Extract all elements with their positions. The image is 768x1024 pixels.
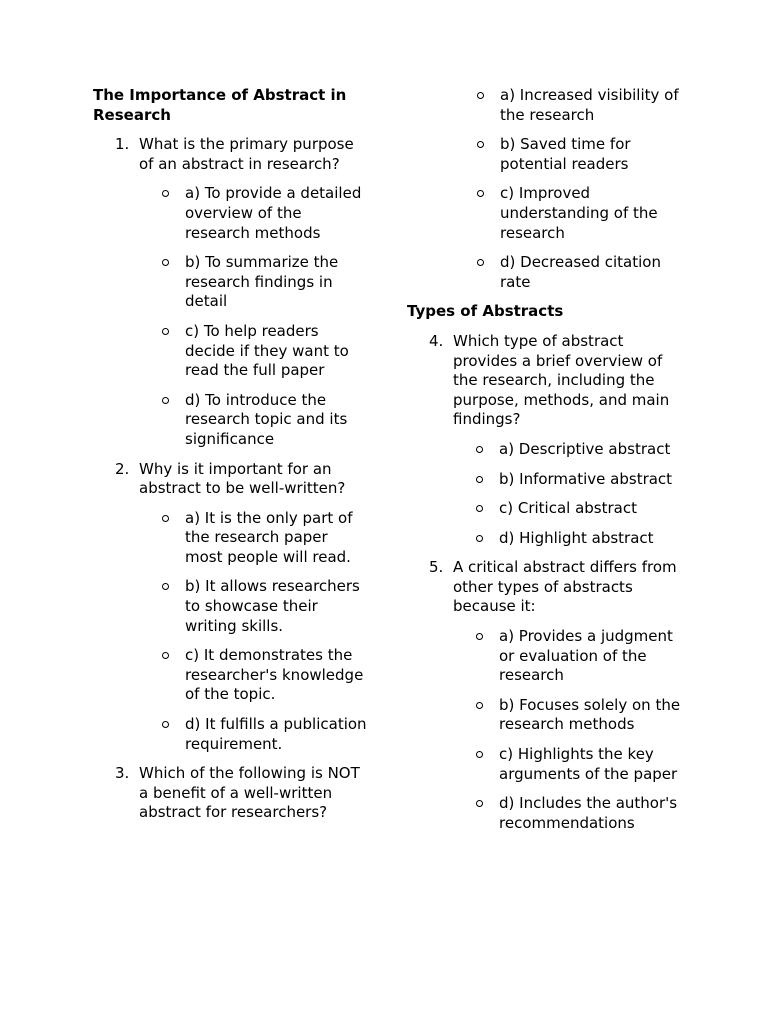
option-item <box>453 745 682 784</box>
question-text: Which type of abstract provides a brief overview of the research, including the purpose, methods, and main findings? <box>453 331 670 429</box>
option-text: a) Descriptive abstract <box>499 439 671 458</box>
circle-bullet-icon <box>477 190 484 197</box>
option-item <box>453 529 682 549</box>
circle-bullet-icon <box>162 721 169 728</box>
circle-bullet-icon <box>476 535 483 542</box>
option-item <box>453 499 682 519</box>
option-list <box>139 184 368 449</box>
left-column <box>93 86 368 823</box>
option-text: d) Highlight abstract <box>499 528 654 547</box>
question-number: 2. <box>115 459 130 478</box>
question-number: 5. <box>429 558 444 577</box>
option-text: c) It demonstrates the researcher's knowledge of the topic. <box>185 646 364 704</box>
question-3 <box>93 764 368 823</box>
option-list-question-3 <box>407 86 682 292</box>
circle-bullet-icon <box>476 633 483 640</box>
circle-bullet-icon <box>476 446 483 453</box>
option-text: b) To summarize the research findings in detail <box>185 253 339 311</box>
option-text: d) To introduce the research topic and its significance <box>185 390 348 448</box>
option-text: c) To help readers decide if they want to read the full paper <box>185 321 349 380</box>
circle-bullet-icon <box>476 476 483 483</box>
option-item <box>139 322 368 381</box>
option-text: c) Highlights the key arguments of the paper <box>499 745 678 783</box>
option-item <box>407 86 682 125</box>
option-item <box>139 715 368 754</box>
option-text: d) Includes the author's recommendations <box>499 794 678 832</box>
option-list <box>139 509 368 755</box>
circle-bullet-icon <box>477 141 484 148</box>
question-4 <box>407 332 682 548</box>
circle-bullet-icon <box>162 190 169 197</box>
option-item <box>139 184 368 243</box>
question-5 <box>407 558 682 833</box>
circle-bullet-icon <box>477 92 484 99</box>
section-title-importance: The Importance of Abstract in Research <box>93 86 347 124</box>
circle-bullet-icon <box>162 397 169 404</box>
circle-bullet-icon <box>162 328 169 335</box>
option-item <box>453 627 682 686</box>
question-number: 4. <box>429 331 444 350</box>
option-text: b) Informative abstract <box>499 469 673 488</box>
option-text: b) Focuses solely on the research methods <box>499 695 681 734</box>
circle-bullet-icon <box>162 515 169 522</box>
circle-bullet-icon <box>162 583 169 590</box>
option-item <box>453 440 682 460</box>
question-text: What is the primary purpose of an abstract in research? <box>139 135 354 173</box>
option-text: b) It allows researchers to showcase their writing skills. <box>185 577 360 635</box>
option-text: c) Improved understanding of the research <box>500 184 658 242</box>
circle-bullet-icon <box>476 751 483 758</box>
option-text: a) Increased visibility of the research <box>500 86 679 124</box>
circle-bullet-icon <box>476 702 483 709</box>
question-text: A critical abstract differs from other types of abstracts because it: <box>453 558 677 616</box>
option-text: c) Critical abstract <box>499 499 637 518</box>
option-text: a) To provide a detailed overview of the research methods <box>185 184 362 242</box>
question-number: 1. <box>115 135 130 154</box>
option-item <box>139 646 368 705</box>
option-text: b) Saved time for potential readers <box>500 135 631 173</box>
question-text: Why is it important for an abstract to be well-written? <box>139 459 346 498</box>
circle-bullet-icon <box>162 652 169 659</box>
option-item <box>453 794 682 833</box>
option-item <box>139 509 368 568</box>
circle-bullet-icon <box>476 800 483 807</box>
question-number: 3. <box>115 764 130 783</box>
circle-bullet-icon <box>476 505 483 512</box>
right-column <box>407 86 682 833</box>
option-item <box>407 253 682 292</box>
option-item <box>453 470 682 490</box>
option-list <box>453 440 682 548</box>
option-text: a) Provides a judgment or evaluation of the research <box>499 627 673 685</box>
option-item <box>407 135 682 174</box>
circle-bullet-icon <box>162 259 169 266</box>
option-item <box>453 696 682 735</box>
option-text: d) It fulfills a publication requirement. <box>185 715 367 753</box>
circle-bullet-icon <box>477 259 484 266</box>
option-text: a) It is the only part of the research paper most people will read. <box>185 508 353 566</box>
question-1 <box>93 135 368 449</box>
question-2 <box>93 460 368 755</box>
option-item <box>139 253 368 312</box>
option-text: d) Decreased citation rate <box>500 253 661 291</box>
section-title-types: Types of Abstracts <box>407 302 564 321</box>
question-text: Which of the following is NOT a benefit of a well-written abstract for researchers? <box>139 764 360 822</box>
option-list <box>453 627 682 833</box>
option-item <box>139 391 368 450</box>
option-item <box>407 184 682 243</box>
option-item <box>139 577 368 636</box>
